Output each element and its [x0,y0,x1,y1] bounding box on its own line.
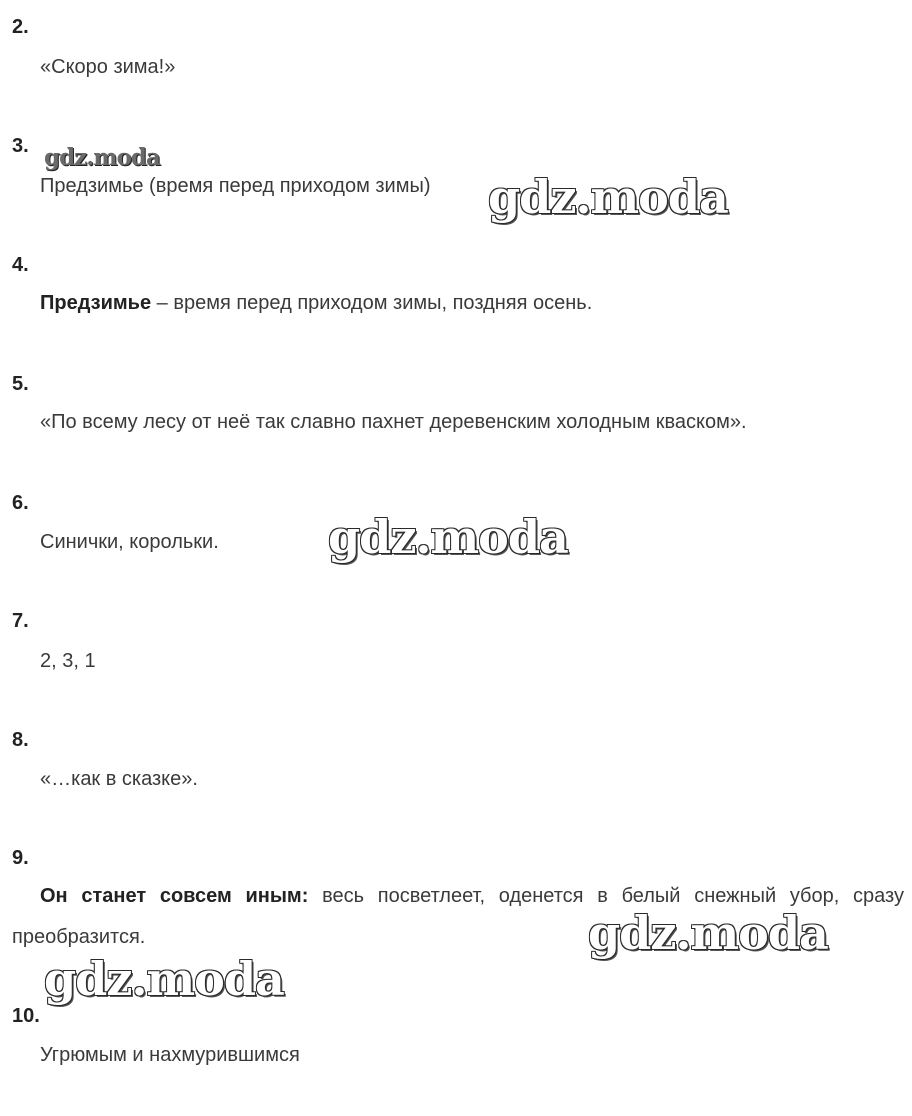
answer-6: Синички, корольки. [40,531,219,553]
item-number-6: 6. [12,492,29,514]
answer-5: «По всему лесу от неё так славно пахнет деревенским холодным кваском». [40,411,747,433]
term-definition: – время перед приходом зимы, поздняя осень. [151,292,593,314]
item-number-9: 9. [12,847,29,869]
answer-3: Предзимье (время перед приходом зимы) [40,175,431,197]
answer-2: «Скоро зима!» [40,56,176,78]
item-number-7: 7. [12,610,29,632]
watermark-logo: gdz.moda [44,144,160,171]
answer-9-bold: Он станет совсем иным: [40,885,309,907]
answer-4 [40,292,592,315]
item-number-4: 4. [12,254,29,276]
answer-10: Угрюмым и нахмурившимся [40,1044,300,1066]
answer-7: 2, 3, 1 [40,650,96,672]
answer-9-text: весь посветлеет, оденется в белый снежный убор, сразу преобразится. [12,885,904,948]
item-number-3: 3. [12,135,29,157]
item-number-10: 10. [12,1005,40,1027]
item-number-8: 8. [12,729,29,751]
item-number-2: 2. [12,16,29,38]
term-bold: Предзимье [40,292,152,314]
watermark-logo: gdz.moda [588,906,828,960]
answer-8: «…как в сказке». [40,768,198,790]
item-number-5: 5. [12,373,29,395]
watermark-logo: gdz.moda [488,170,728,224]
watermark-logo: gdz.moda [328,510,568,564]
watermark-logo: gdz.moda [44,952,284,1006]
